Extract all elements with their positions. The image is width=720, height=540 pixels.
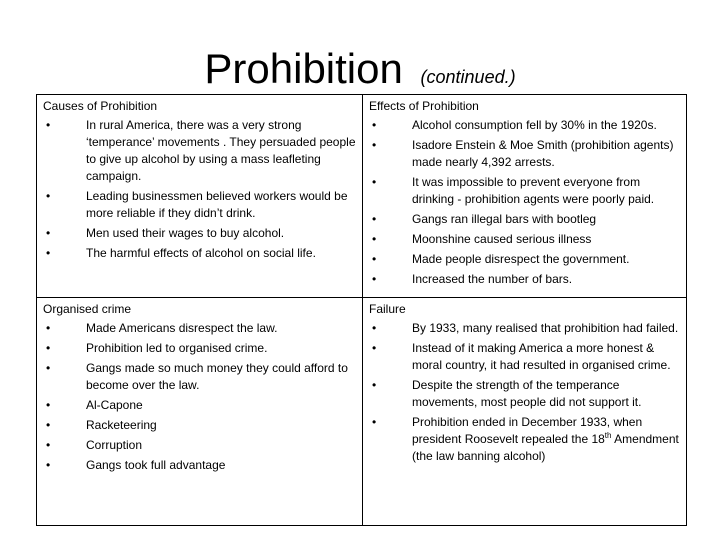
list-item — [369, 320, 681, 337]
cell-heading: Organised crime — [43, 302, 132, 316]
list-item — [369, 117, 681, 134]
list-item — [369, 414, 681, 465]
list-item-text: Made people disrespect the government. — [412, 252, 630, 266]
list-item-text: Despite the strength of the temperance movements, most people did not support it. — [412, 378, 642, 409]
list-item-text: Men used their wages to buy alcohol. — [86, 226, 285, 240]
bullet-icon: • — [46, 398, 51, 412]
list-item — [369, 251, 681, 268]
list-item-text-after: Amendment (the law banning alcohol) — [412, 432, 679, 463]
list-item — [369, 340, 681, 374]
cell-effects — [363, 95, 687, 298]
list-item — [43, 457, 357, 474]
list-item-text: Increased the number of bars. — [412, 272, 573, 286]
cell-causes — [37, 95, 363, 298]
list-item — [43, 437, 357, 454]
list-item — [369, 231, 681, 248]
bullet-list — [369, 320, 681, 465]
list-item-text: Instead of it making America a more honest & moral country, it had resulted in organised crime. — [412, 341, 671, 372]
bullet-icon: • — [372, 252, 377, 266]
cell-heading: Effects of Prohibition — [369, 99, 479, 113]
bullet-icon: • — [372, 118, 377, 132]
list-item — [43, 340, 357, 357]
bullet-icon: • — [46, 438, 51, 452]
list-item — [369, 211, 681, 228]
bullet-icon: • — [372, 272, 377, 286]
list-item-text: By 1933, many realised that prohibition had failed. — [412, 321, 679, 335]
list-item — [369, 174, 681, 208]
list-item — [43, 245, 357, 262]
table-row — [37, 298, 687, 526]
bullet-icon: • — [372, 415, 377, 429]
bullet-icon: • — [372, 232, 377, 246]
list-item-text: Leading businessmen believed workers would be more reliable if they didn’t drink. — [86, 189, 348, 220]
bullet-icon: • — [46, 226, 51, 240]
bullet-icon: • — [372, 175, 377, 189]
list-item-text: Gangs ran illegal bars with bootleg — [412, 212, 597, 226]
list-item-text: In rural America, there was a very strong ‘temperance’ movements . They persuaded people to give up alcohol by using a mass leafleting campaign. — [86, 118, 356, 183]
title-subtitle: (continued.) — [420, 67, 516, 87]
list-item-text: The harmful effects of alcohol on social life. — [86, 246, 316, 260]
bullet-icon: • — [46, 341, 51, 355]
bullet-icon: • — [46, 361, 51, 375]
content-table — [36, 94, 687, 526]
bullet-icon: • — [372, 138, 377, 152]
cell-organised-crime — [37, 298, 363, 526]
list-item — [43, 397, 357, 414]
list-item-text: Made Americans disrespect the law. — [86, 321, 278, 335]
bullet-icon: • — [46, 418, 51, 432]
list-item-text: Gangs took full advantage — [86, 458, 226, 472]
cell-heading: Causes of Prohibition — [43, 99, 158, 113]
list-item — [369, 271, 681, 288]
list-item-text: Alcohol consumption fell by 30% in the 1920s. — [412, 118, 657, 132]
list-item — [43, 417, 357, 434]
list-item-text: Al-Capone — [86, 398, 143, 412]
list-item-text: Racketeering — [86, 418, 157, 432]
list-item-text: Moonshine caused serious illness — [412, 232, 592, 246]
list-item-text-before: Prohibition ended in December 1933, when president Roosevelt repealed the 18 — [412, 415, 643, 446]
table-row — [37, 95, 687, 298]
list-item — [43, 117, 357, 185]
bullet-icon: • — [372, 321, 377, 335]
ordinal-superscript: th — [604, 431, 612, 440]
bullet-icon: • — [372, 212, 377, 226]
cell-failure — [363, 298, 687, 526]
title-main: Prohibition — [204, 45, 403, 92]
bullet-icon: • — [372, 378, 377, 392]
list-item — [369, 377, 681, 411]
list-item-text: It was impossible to prevent everyone from drinking - prohibition agents were poorly paid. — [412, 175, 655, 206]
list-item-text: Corruption — [86, 438, 143, 452]
list-item — [43, 188, 357, 222]
bullet-list — [369, 117, 681, 288]
list-item — [43, 320, 357, 337]
list-item-text: Gangs made so much money they could afford to become over the law. — [86, 361, 348, 392]
list-item — [369, 137, 681, 171]
bullet-list — [43, 117, 357, 262]
list-item — [43, 225, 357, 242]
bullet-icon: • — [372, 341, 377, 355]
list-item — [43, 360, 357, 394]
bullet-icon: • — [46, 246, 51, 260]
bullet-icon: • — [46, 321, 51, 335]
bullet-icon: • — [46, 189, 51, 203]
cell-heading: Failure — [369, 302, 406, 316]
list-item-text: Prohibition led to organised crime. — [86, 341, 268, 355]
bullet-icon: • — [46, 458, 51, 472]
list-item-text: Isadore Enstein & Moe Smith (prohibition agents) made nearly 4,392 arrests. — [412, 138, 674, 169]
bullet-icon: • — [46, 118, 51, 132]
bullet-list — [43, 320, 357, 474]
